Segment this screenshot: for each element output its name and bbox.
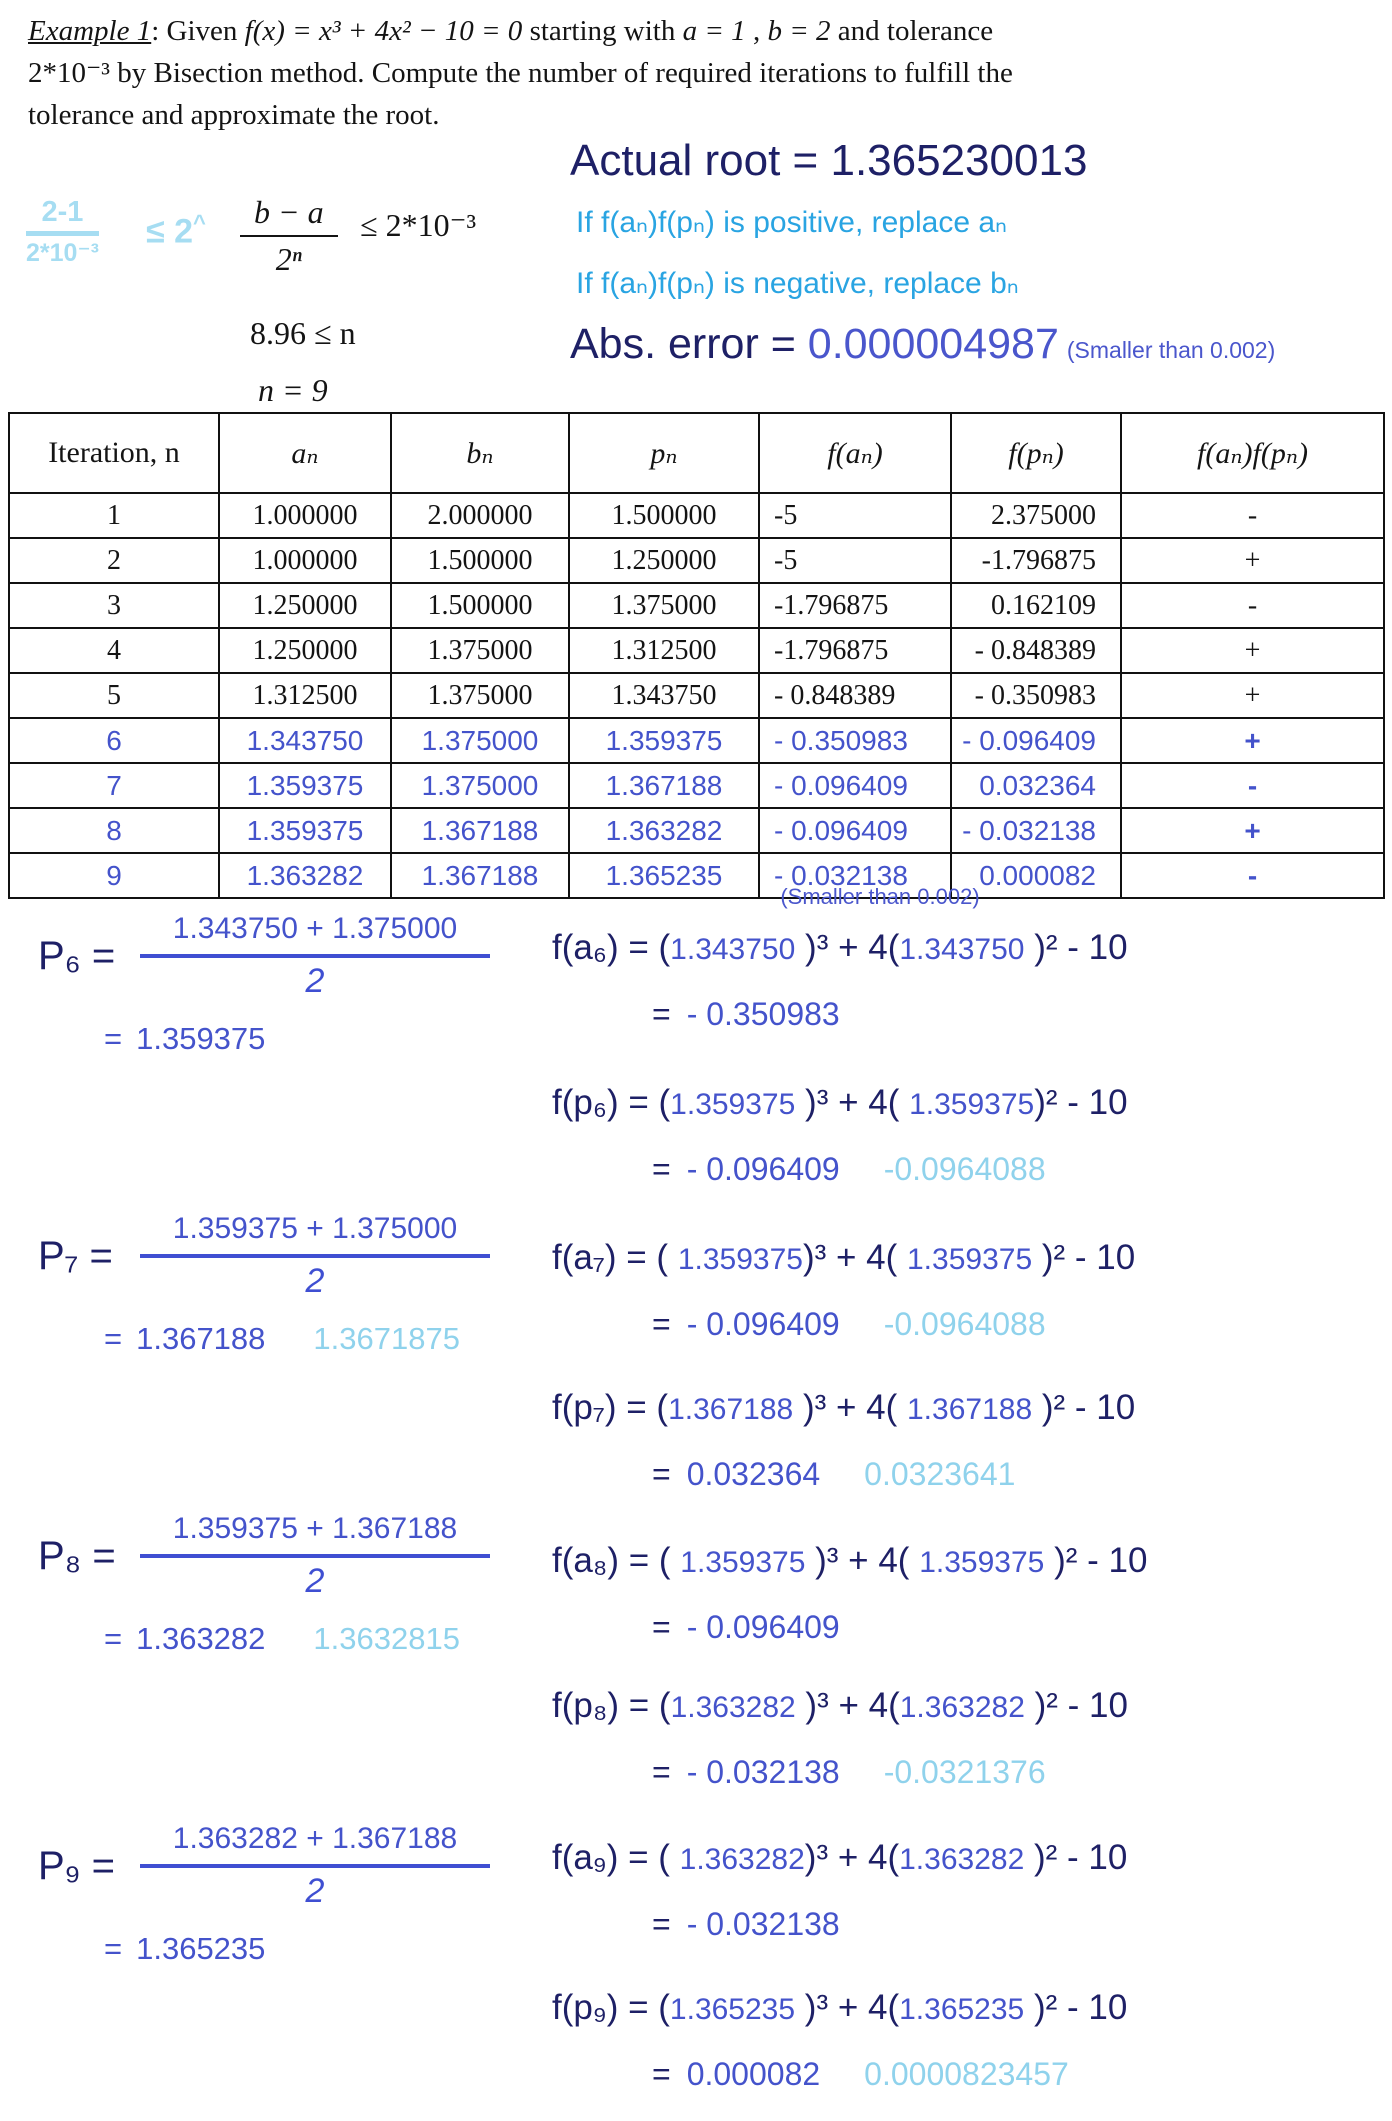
table-header-2: bₙ <box>391 413 569 493</box>
f-arg1: 1.363282 <box>670 1691 796 1724</box>
f-result-line <box>652 996 1372 1033</box>
iteration-table <box>8 412 1385 899</box>
function-formula: f(x) = x³ + 4x² − 10 = 0 <box>244 15 523 47</box>
cell-n: 9 <box>9 853 219 898</box>
f-arg1: 1.359375 <box>670 1088 796 1121</box>
table-header-5: f(pₙ) <box>951 413 1121 493</box>
f-tail: )² - 10 <box>1024 1686 1128 1725</box>
cell-b: 1.367188 <box>391 853 569 898</box>
abs-error-value: 0.000004987 <box>807 320 1059 368</box>
cell-a: 1.312500 <box>219 673 391 718</box>
f-equation-line <box>552 1388 1372 1428</box>
f-equation-line <box>552 928 1372 968</box>
f-arg1: 1.343750 <box>670 933 796 966</box>
equals-sign: = <box>104 1931 123 1966</box>
handwritten-fraction <box>26 196 99 268</box>
p-result-line <box>104 1021 538 1057</box>
table-header-row <box>9 413 1384 493</box>
f-result-line <box>652 1151 1372 1188</box>
f-arg2: 1.359375 <box>909 1088 1035 1121</box>
cell-fp: - 0.848389 <box>951 628 1121 673</box>
cell-sign: - <box>1121 853 1384 898</box>
f-tail: )² - 10 <box>1044 1541 1148 1580</box>
p-label: P₇ = <box>38 1234 113 1278</box>
f-result-line <box>652 1754 1372 1791</box>
f-check-value: -0.0964088 <box>883 1151 1046 1187</box>
f-block <box>552 1541 1372 1646</box>
f-arg2: 1.367188 <box>907 1393 1033 1426</box>
f-check-value: -0.0964088 <box>883 1306 1046 1342</box>
f-result-value: - 0.032138 <box>686 1754 840 1790</box>
f-result-value: - 0.096409 <box>686 1306 840 1342</box>
cell-a: 1.000000 <box>219 493 391 538</box>
cell-p: 1.500000 <box>569 493 759 538</box>
f-result-line <box>652 1456 1372 1493</box>
table-header-3: pₙ <box>569 413 759 493</box>
p-check-value: 1.3671875 <box>313 1321 460 1356</box>
table-header-6: f(aₙ)f(pₙ) <box>1121 413 1384 493</box>
p-label: P₉ = <box>38 1844 116 1888</box>
abs-error-note: (Smaller than 0.002) <box>1066 337 1276 363</box>
f-block <box>552 1686 1372 1791</box>
cell-sign: + <box>1121 718 1384 763</box>
equals-sign: = <box>652 1306 671 1342</box>
cell-n: 8 <box>9 808 219 853</box>
cell-b: 2.000000 <box>391 493 569 538</box>
f-result-value: - 0.096409 <box>686 1609 840 1645</box>
cell-n: 6 <box>9 718 219 763</box>
intro-line2: 2*10⁻³ by Bisection method. Compute the number of required iterations to fulfill the <box>28 57 1013 89</box>
p-result-value: 1.363282 <box>136 1621 266 1656</box>
p-result-line <box>104 1621 538 1657</box>
cell-a: 1.359375 <box>219 808 391 853</box>
cell-a: 1.359375 <box>219 763 391 808</box>
derivation-step3: n = 9 <box>258 372 328 408</box>
cell-b: 1.375000 <box>391 718 569 763</box>
f-equation-line <box>552 1686 1372 1726</box>
cell-sign: - <box>1121 763 1384 808</box>
handwritten-inequality-base: ≤ 2 <box>146 212 194 251</box>
f-result-value: - 0.350983 <box>686 996 840 1032</box>
f-mid: )³ + 4( <box>795 1686 900 1725</box>
f-mid: )³ + 4( <box>795 1988 900 2027</box>
cell-a: 1.000000 <box>219 538 391 583</box>
f-equation-line <box>552 1838 1372 1878</box>
f-result-line <box>652 1306 1372 1343</box>
f-mid: )³ + 4( <box>795 928 900 967</box>
cell-p: 1.375000 <box>569 583 759 628</box>
cell-fp: 2.375000 <box>951 493 1121 538</box>
actual-root-text: Actual root = 1.365230013 <box>570 136 1088 185</box>
f-arg2: 1.359375 <box>919 1546 1045 1579</box>
cell-fp: - 0.032138 <box>951 808 1121 853</box>
p-fraction <box>140 912 490 1001</box>
f-tail: )² - 10 <box>1024 1838 1128 1877</box>
abs-error-line <box>570 320 1275 369</box>
table-row <box>9 808 1384 853</box>
cell-fp: - 0.350983 <box>951 673 1121 718</box>
cell-p: 1.363282 <box>569 808 759 853</box>
p-block <box>38 912 538 1057</box>
p-fraction-row <box>38 912 538 1001</box>
p-fraction <box>140 1212 490 1301</box>
f-tail: )² - 10 <box>1024 928 1128 967</box>
cell-b: 1.500000 <box>391 538 569 583</box>
cell-a: 1.343750 <box>219 718 391 763</box>
f-arg1: 1.363282 <box>679 1843 805 1876</box>
cell-n: 5 <box>9 673 219 718</box>
table-header-0: Iteration, n <box>9 413 219 493</box>
cell-fa: - 0.032138 <box>759 853 951 898</box>
p-denominator: 2 <box>305 962 325 1000</box>
cell-fa: - 0.350983 <box>759 718 951 763</box>
f-arg2: 1.359375 <box>907 1243 1033 1276</box>
f-mid: )³ + 4( <box>804 1838 900 1877</box>
f-result-line <box>652 1906 1372 1943</box>
p-numerator: 1.343750 + 1.375000 <box>140 912 490 958</box>
intro-after-formula: starting with <box>522 15 683 47</box>
f-result-value: - 0.096409 <box>686 1151 840 1187</box>
p-result-value: 1.367188 <box>136 1321 266 1356</box>
handwritten-denominator: 2*10⁻³ <box>26 239 99 267</box>
cell-n: 2 <box>9 538 219 583</box>
f-tail: )² - 10 <box>1024 1988 1128 2027</box>
f-arg1: 1.359375 <box>680 1546 806 1579</box>
table-row <box>9 718 1384 763</box>
intro-line3: tolerance and approximate the root. <box>28 99 440 131</box>
f-label: f(a₇) = ( <box>552 1238 678 1277</box>
f-label: f(a₈) = ( <box>552 1541 681 1580</box>
example-label: Example 1 <box>28 15 152 47</box>
cell-p: 1.250000 <box>569 538 759 583</box>
intro-tail: and tolerance <box>830 15 994 47</box>
handwritten-exponent: ^ <box>193 210 206 235</box>
p-numerator: 1.359375 + 1.375000 <box>140 1212 490 1258</box>
f-block <box>552 1083 1372 1188</box>
f-mid: )³ + 4( <box>793 1388 907 1427</box>
cell-fp: 0.032364 <box>951 763 1121 808</box>
p-result-value: 1.359375 <box>136 1021 266 1056</box>
abs-error-label: Abs. error = <box>570 320 808 368</box>
equals-sign: = <box>652 1456 671 1492</box>
cell-fp: 0.162109 <box>951 583 1121 628</box>
equals-sign: = <box>652 1609 671 1645</box>
equals-sign: = <box>652 2056 671 2092</box>
f-equation-line <box>552 1541 1372 1581</box>
cell-p: 1.359375 <box>569 718 759 763</box>
p-block <box>38 1822 538 1967</box>
derivation-step2: 8.96 ≤ n <box>250 315 356 351</box>
cell-p: 1.367188 <box>569 763 759 808</box>
cell-b: 1.500000 <box>391 583 569 628</box>
p-fraction-row <box>38 1512 538 1601</box>
equals-sign: = <box>104 1321 123 1356</box>
f-tail: )² - 10 <box>1032 1388 1136 1427</box>
f-arg2: 1.363282 <box>899 1843 1025 1876</box>
cell-sign: + <box>1121 628 1384 673</box>
cell-fa: - 0.848389 <box>759 673 951 718</box>
p-result-line <box>104 1931 538 1967</box>
f-block <box>552 928 1372 1033</box>
p-fraction <box>140 1512 490 1601</box>
cell-a: 1.250000 <box>219 583 391 628</box>
derivation-denominator: 2ⁿ <box>275 241 302 277</box>
f-tail: )² - 10 <box>1034 1083 1128 1122</box>
p-result-line <box>104 1321 538 1357</box>
f-check-value: 0.0000823457 <box>864 2056 1069 2092</box>
p-label: P₈ = <box>38 1534 116 1578</box>
p-block <box>38 1512 538 1657</box>
cell-fa: -1.796875 <box>759 628 951 673</box>
p-label: P₆ = <box>38 934 116 978</box>
f-result-line <box>652 1609 1372 1646</box>
cell-b: 1.375000 <box>391 763 569 808</box>
f-label: f(a₆) = ( <box>552 928 671 967</box>
a-value: a = 1 <box>682 15 746 47</box>
table-row <box>9 583 1384 628</box>
table-note: (Smaller than 0.002) <box>780 884 980 909</box>
table-row <box>9 493 1384 538</box>
f-check-value: -0.0321376 <box>883 1754 1046 1790</box>
p-check-value: 1.3632815 <box>313 1621 460 1656</box>
p-denominator: 2 <box>305 1562 325 1600</box>
cell-fa: -1.796875 <box>759 583 951 628</box>
cell-p: 1.312500 <box>569 628 759 673</box>
derivation-numerator: b − a <box>240 194 338 237</box>
f-mid: )³ + 4( <box>802 1238 907 1277</box>
table-row <box>9 628 1384 673</box>
derivation-inequality: ≤ 2*10⁻³ <box>360 207 477 243</box>
p-fraction <box>140 1822 490 1911</box>
f-block <box>552 1238 1372 1343</box>
f-equation-line <box>552 1083 1372 1123</box>
f-result-value: 0.032364 <box>686 1456 821 1492</box>
intro-sep: , <box>745 15 768 47</box>
f-block <box>552 1388 1372 1493</box>
cell-sign: - <box>1121 583 1384 628</box>
p-numerator: 1.359375 + 1.367188 <box>140 1512 490 1558</box>
derivation-fraction <box>240 194 338 278</box>
intro-paragraph <box>28 10 1380 136</box>
f-mid: )³ + 4( <box>795 1083 910 1122</box>
cell-fp: -1.796875 <box>951 538 1121 583</box>
f-mid: )³ + 4( <box>805 1541 920 1580</box>
equals-sign: = <box>104 1021 123 1056</box>
f-arg2: 1.363282 <box>899 1691 1025 1724</box>
cell-sign: + <box>1121 808 1384 853</box>
cell-sign: - <box>1121 493 1384 538</box>
equals-sign: = <box>104 1621 123 1656</box>
cell-n: 1 <box>9 493 219 538</box>
cell-b: 1.375000 <box>391 628 569 673</box>
f-block <box>552 1988 1372 2093</box>
cell-fa: -5 <box>759 493 951 538</box>
cell-n: 7 <box>9 763 219 808</box>
f-block <box>552 1838 1372 1943</box>
f-label: f(a₉) = ( <box>552 1838 680 1877</box>
equals-sign: = <box>652 1754 671 1790</box>
f-label: f(p₈) = ( <box>552 1686 671 1725</box>
p-fraction-row <box>38 1822 538 1911</box>
p-fraction-row <box>38 1212 538 1301</box>
f-arg1: 1.359375 <box>677 1243 803 1276</box>
handwritten-inequality <box>146 210 206 251</box>
cell-n: 3 <box>9 583 219 628</box>
b-value: b = 2 <box>767 15 831 47</box>
equals-sign: = <box>652 1906 671 1942</box>
p-result-value: 1.365235 <box>136 1931 266 1966</box>
cell-fp: 0.000082 <box>951 853 1121 898</box>
cell-a: 1.363282 <box>219 853 391 898</box>
table-row <box>9 673 1384 718</box>
cell-a: 1.250000 <box>219 628 391 673</box>
cell-fa: -5 <box>759 538 951 583</box>
f-result-line <box>652 2056 1372 2093</box>
f-arg1: 1.365235 <box>669 1993 796 2026</box>
cell-fa: - 0.096409 <box>759 763 951 808</box>
f-arg1: 1.367188 <box>668 1393 794 1426</box>
f-label: f(p₉) = ( <box>552 1988 670 2027</box>
f-result-value: 0.000082 <box>686 2056 821 2092</box>
equals-sign: = <box>652 1151 671 1187</box>
table-row <box>9 538 1384 583</box>
cell-p: 1.343750 <box>569 673 759 718</box>
f-label: f(p₆) = ( <box>552 1083 671 1122</box>
f-label: f(p₇) = ( <box>552 1388 669 1427</box>
cell-n: 4 <box>9 628 219 673</box>
table-header-4: f(aₙ) <box>759 413 951 493</box>
f-equation-line <box>552 1988 1372 2028</box>
f-equation-line <box>552 1238 1372 1278</box>
handwritten-numerator: 2-1 <box>26 196 99 236</box>
rule-negative: If f(aₙ)f(pₙ) is negative, replace bₙ <box>576 267 1019 300</box>
f-result-value: - 0.032138 <box>686 1906 840 1942</box>
f-arg2: 1.343750 <box>899 933 1025 966</box>
cell-fa: - 0.096409 <box>759 808 951 853</box>
cell-sign: + <box>1121 538 1384 583</box>
cell-fp: - 0.096409 <box>951 718 1121 763</box>
f-arg2: 1.365235 <box>899 1993 1025 2026</box>
cell-p: 1.365235 <box>569 853 759 898</box>
table-row <box>9 763 1384 808</box>
cell-b: 1.367188 <box>391 808 569 853</box>
p-denominator: 2 <box>305 1872 325 1910</box>
f-tail: )² - 10 <box>1032 1238 1136 1277</box>
f-check-value: 0.0323641 <box>864 1456 1016 1492</box>
p-numerator: 1.363282 + 1.367188 <box>140 1822 490 1868</box>
cell-b: 1.375000 <box>391 673 569 718</box>
equals-sign: = <box>652 996 671 1032</box>
cell-sign: + <box>1121 673 1384 718</box>
p-denominator: 2 <box>305 1262 325 1300</box>
p-block <box>38 1212 538 1357</box>
rule-positive: If f(aₙ)f(pₙ) is positive, replace aₙ <box>576 206 1008 239</box>
intro-after-label: : Given <box>151 15 245 47</box>
table-header-1: aₙ <box>219 413 391 493</box>
